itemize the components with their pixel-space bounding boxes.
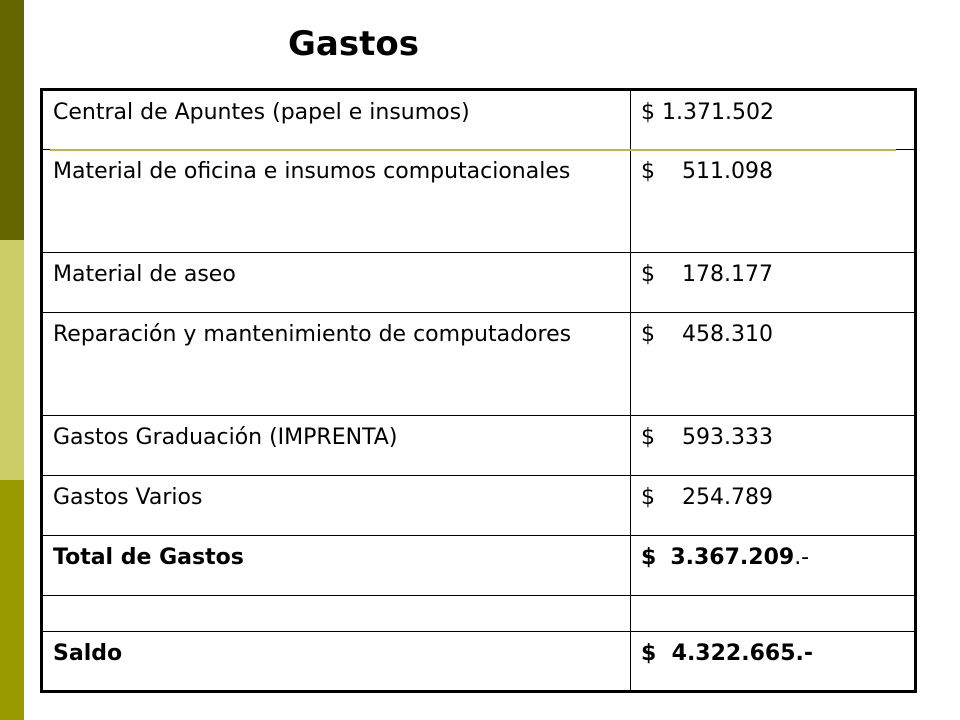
concept-cell: Gastos Graduación (IMPRENTA) xyxy=(42,416,631,476)
table-row xyxy=(42,416,916,476)
balance-row xyxy=(42,632,916,692)
amount-cell xyxy=(631,313,916,416)
total-row xyxy=(42,536,916,596)
concept-cell: Material de oficina e insumos computacionales xyxy=(42,150,631,253)
sidebar-stripe-middle xyxy=(0,240,24,480)
balance-amount-cell xyxy=(631,632,916,692)
table-row xyxy=(42,90,916,150)
table-row xyxy=(42,150,916,253)
total-amount-cell xyxy=(631,536,916,596)
currency-symbol: $ xyxy=(641,322,655,347)
concept-cell: Material de aseo xyxy=(42,253,631,313)
table-row xyxy=(42,313,916,416)
currency-symbol: $ xyxy=(641,159,655,184)
empty-row xyxy=(42,596,916,632)
total-currency: $ xyxy=(641,545,657,570)
balance-label: Saldo xyxy=(42,632,631,692)
table-row xyxy=(42,253,916,313)
amount-cell xyxy=(631,90,916,150)
amount-cell xyxy=(631,253,916,313)
amount-cell xyxy=(631,416,916,476)
table-row xyxy=(42,476,916,536)
amount-value: 254.789 xyxy=(682,485,773,510)
total-amount-value: 3.367.209 xyxy=(670,545,795,570)
currency-symbol: $ xyxy=(641,425,655,450)
sidebar-stripe-bottom xyxy=(0,480,24,720)
total-suffix: .- xyxy=(794,545,810,570)
amount-cell xyxy=(631,476,916,536)
amount-cell xyxy=(631,150,916,253)
currency-symbol: $ xyxy=(641,485,655,510)
concept-cell: Central de Apuntes (papel e insumos) xyxy=(42,90,631,150)
empty-cell xyxy=(631,596,916,632)
amount-value: 593.333 xyxy=(682,425,773,450)
accent-line xyxy=(50,149,896,151)
expenses-table xyxy=(40,88,917,693)
sidebar-stripe-top xyxy=(0,0,24,240)
balance-currency: $ xyxy=(641,641,657,666)
amount-value: 511.098 xyxy=(682,159,773,184)
page-title: Gastos xyxy=(288,24,419,64)
currency-symbol: $ xyxy=(641,100,655,125)
amount-value: 1.371.502 xyxy=(662,100,774,125)
amount-value: 178.177 xyxy=(682,262,773,287)
concept-cell: Reparación y mantenimiento de computadores xyxy=(42,313,631,416)
amount-value: 458.310 xyxy=(682,322,773,347)
balance-amount-value: 4.322.665.- xyxy=(671,641,813,666)
concept-cell: Gastos Varios xyxy=(42,476,631,536)
empty-cell xyxy=(42,596,631,632)
currency-symbol: $ xyxy=(641,262,655,287)
total-label: Total de Gastos xyxy=(42,536,631,596)
